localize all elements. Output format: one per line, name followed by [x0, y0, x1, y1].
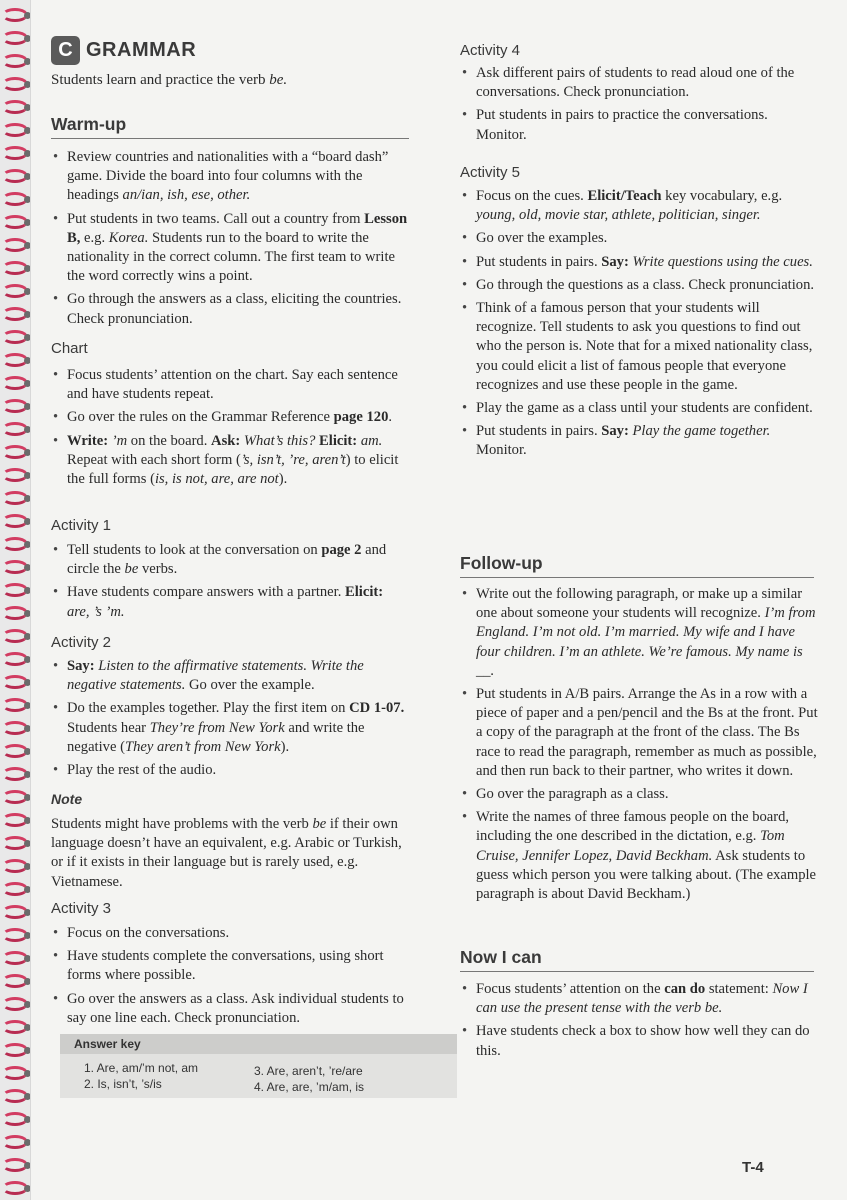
answer-key-item-2: 2. Is, isn’t, ’s/is [84, 1077, 162, 1091]
page-number: T-4 [742, 1159, 764, 1176]
heading-activity-3: Activity 3 [51, 900, 112, 917]
section-badge: C [51, 36, 80, 65]
chart-list [51, 366, 409, 493]
heading-activity-5: Activity 5 [460, 164, 521, 181]
followup-list [460, 585, 820, 908]
chart-item-2: • Go over the rules on the Grammar Reference page 120. [51, 408, 409, 427]
heading-activity-1: Activity 1 [51, 517, 112, 534]
warmup-item-2: • Put students in two teams. Call out a country from Lesson B, e.g. Korea. Students run to the board to write the nationality in the correct column. The first team to write the word correctly wins a point. [51, 210, 409, 287]
activity3-list [51, 924, 409, 1032]
activity3-item-1: • Focus on the conversations. [51, 924, 409, 943]
activity1-item-1: • Tell students to look at the conversation on page 2 and circle the be verbs. [51, 541, 409, 579]
heading-chart: Chart [51, 340, 88, 357]
heading-activity-4: Activity 4 [460, 42, 521, 59]
activity5-item-1: • Focus on the cues. Elicit/Teach key vocabulary, e.g. young, old, movie star, athlete, politician, singer. [460, 187, 820, 225]
followup-item-4: • Write the names of three famous people on the board, including the one described in the dictation, e.g. Tom Cruise, Jennifer Lopez, David Beckham. Ask students to guess which person you were talking about. (The example paragraph is about David Beckham.) [460, 808, 820, 904]
activity5-item-3: • Put students in pairs. Say: Write questions using the cues. [460, 253, 820, 272]
nowican-list [460, 980, 820, 1065]
heading-activity-2: Activity 2 [51, 634, 112, 651]
activity5-item-5: • Think of a famous person that your students will recognize. Tell students to ask you questions to find out who the person is. Note that for a mixed nationality class, you could elicit a list of famous people that everyone recognizes and use these people in the game. [460, 299, 820, 395]
activity5-item-6: • Play the game as a class until your students are confident. [460, 399, 820, 418]
activity4-item-1: • Ask different pairs of students to read aloud one of the conversations. Check pronunciation. [460, 64, 820, 102]
warmup-list [51, 148, 409, 333]
activity5-item-4: • Go through the questions as a class. Check pronunciation. [460, 276, 820, 295]
activity2-list [51, 657, 409, 784]
activity4-item-2: • Put students in pairs to practice the conversations. Monitor. [460, 106, 820, 144]
section-header [51, 36, 196, 65]
nowican-item-1: • Focus students’ attention on the can do statement: Now I can use the present tense with the verb be. [460, 980, 820, 1018]
heading-now-i-can: Now I can [460, 947, 814, 972]
activity5-list [460, 187, 820, 465]
activity5-item-7: • Put students in pairs. Say: Play the game together. Monitor. [460, 422, 820, 460]
heading-note: Note [51, 791, 83, 807]
section-intro [51, 72, 287, 89]
warmup-item-1: • Review countries and nationalities with a “board dash” game. Divide the board into four columns with the headings an/ian, ish, ese, other. [51, 148, 409, 206]
activity1-item-2: • Have students compare answers with a partner. Elicit: are, ’s ’m. [51, 583, 409, 621]
answer-key-item-3: 3. Are, aren’t, ’re/are [254, 1064, 363, 1078]
followup-item-2: • Put students in A/B pairs. Arrange the As in a row with a piece of paper and a pen/pencil and the Bs at the front. Put a copy of the paragraph at the front of the class. The Bs race to read the paragraph, remember as much as possible, and then run back to their partner, who writes it down. [460, 685, 820, 781]
activity1-list [51, 541, 409, 626]
answer-key-heading: Answer key [60, 1034, 457, 1054]
section-title: GRAMMAR [86, 39, 197, 61]
intro-verb: be. [269, 72, 288, 88]
activity2-item-2: • Do the examples together. Play the first item on CD 1-07. Students hear They’re from New York and write the negative (They aren’t from New York). [51, 699, 409, 757]
nowican-item-2: • Have students check a box to show how well they can do this. [460, 1022, 820, 1060]
chart-item-1: • Focus students’ attention on the chart. Say each sentence and have students repeat. [51, 366, 409, 404]
warmup-item-3: • Go through the answers as a class, eliciting the countries. Check pronunciation. [51, 290, 409, 328]
activity2-item-1: • Say: Listen to the affirmative statements. Write the negative statements. Go over the example. [51, 657, 409, 695]
activity4-list [460, 64, 820, 149]
answer-key-item-1: 1. Are, am/’m not, am [84, 1061, 199, 1075]
heading-followup: Follow-up [460, 553, 814, 578]
followup-item-1: • Write out the following paragraph, or make up a similar one about someone your students will recognize. I’m from England. I’m not old. I’m married. My wife and I have four children. I’m an athlete. We’re famous. My name is __. [460, 585, 820, 681]
activity5-item-2: • Go over the examples. [460, 229, 820, 248]
activity2-item-3: • Play the rest of the audio. [51, 761, 409, 780]
chart-item-3: • Write: ’m on the board. Ask: What’s this? Elicit: am. Repeat with each short form (’s, isn’t, ’re, aren’t) to elicit the full forms (is, is not, are, are not). [51, 432, 409, 490]
answer-key-box [60, 1034, 457, 1098]
followup-item-3: • Go over the paragraph as a class. [460, 785, 820, 804]
activity3-item-3: • Go over the answers as a class. Ask individual students to say one line each. Check pronunciation. [51, 990, 409, 1028]
spiral-binding [0, 0, 34, 1200]
intro-text: Students learn and practice the verb [51, 72, 270, 88]
note-text: Students might have problems with the verb be if their own language doesn’t have an equivalent, e.g. Arabic or Turkish, or if it exists in their language but is rarely used, e.g. Vietnamese. [51, 816, 402, 890]
heading-warmup: Warm-up [51, 114, 409, 139]
activity3-item-2: • Have students complete the conversations, using short forms where possible. [51, 947, 409, 985]
answer-key-item-4: 4. Are, are, ’m/am, is [254, 1080, 365, 1094]
